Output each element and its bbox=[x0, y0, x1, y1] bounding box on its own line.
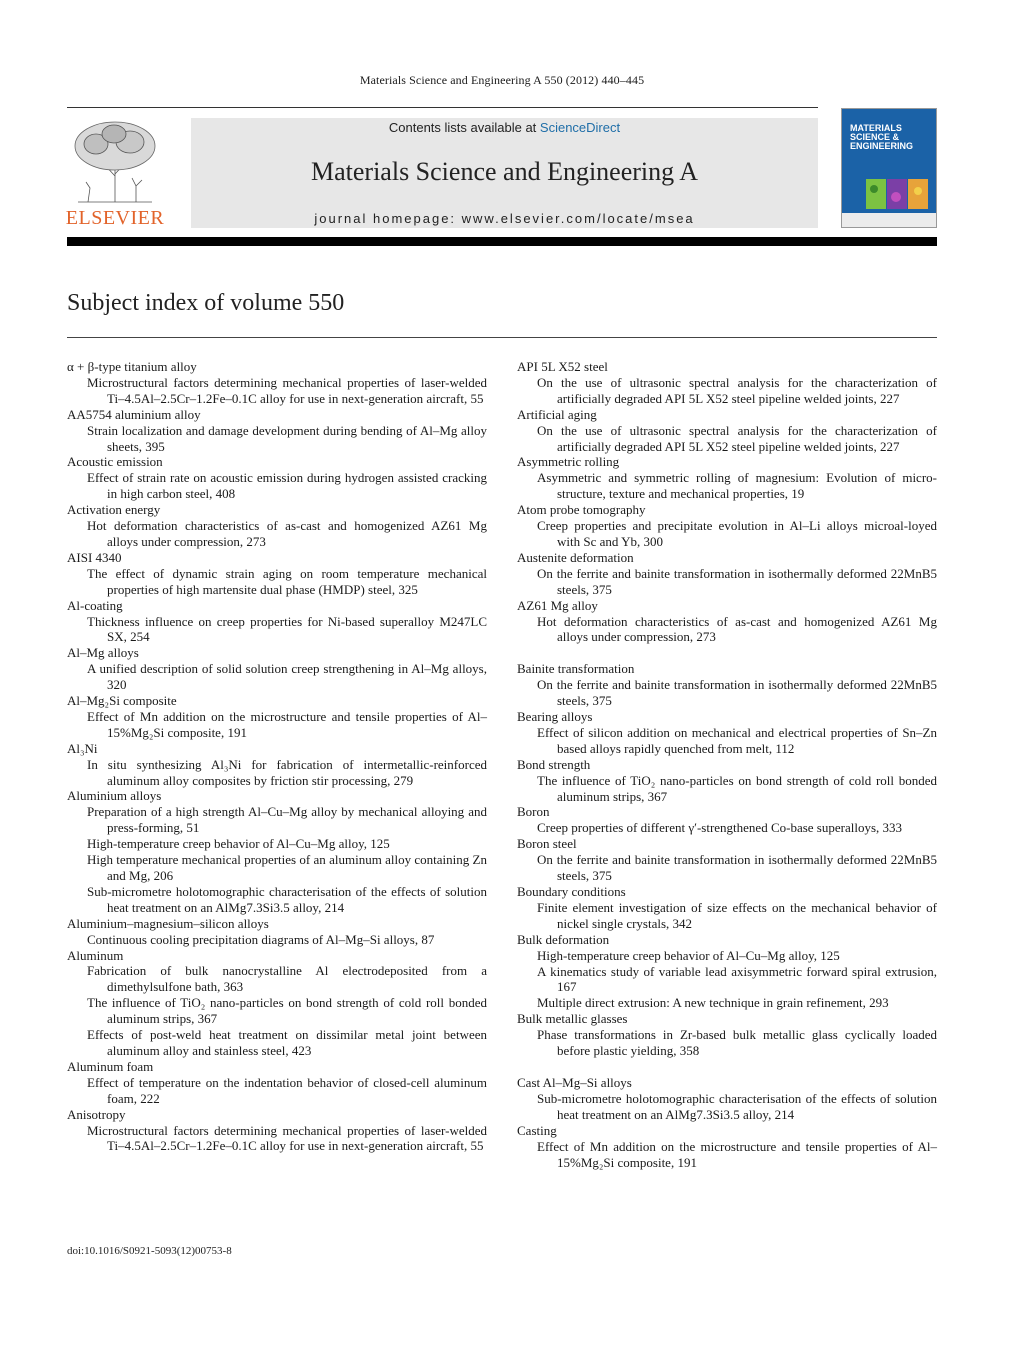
index-term: API 5L X52 steel bbox=[517, 359, 608, 374]
index-term: Aluminum bbox=[67, 947, 124, 963]
index-term: Artificial aging bbox=[517, 406, 597, 422]
index-entry: Effect of temperature on the indentation behavior of closed-cell aluminum foam, 222 bbox=[87, 1074, 487, 1106]
index-entry: Effect of Mn addition on the microstructure and tensile properties of Al–15%Mg₂Si composite, 191 bbox=[87, 708, 487, 740]
index-term: AA5754 aluminium alloy bbox=[67, 406, 201, 422]
journal-citation: Materials Science and Engineering A 550 (2012) 440–445 bbox=[359, 73, 645, 87]
page-title: Subject index of volume 550 bbox=[67, 290, 345, 316]
index-entry: On the ferrite and bainite transformation in isothermally deformed 22MnB5 steels, 375 bbox=[537, 852, 937, 884]
index-entry: The influence of TiO₂ nano-particles on bond strength of cold roll bonded aluminum strips, 367 bbox=[87, 995, 487, 1027]
index-column-left bbox=[67, 359, 487, 1154]
index-term: Boron bbox=[517, 804, 550, 820]
cover-footer bbox=[842, 213, 936, 227]
index-entry: Fabrication of bulk nanocrystalline Al electrodeposited from a dimethylsulfone bath, 363 bbox=[87, 963, 487, 995]
index-entry: Continuous cooling precipitation diagrams of Al–Mg–Si alloys, 87 bbox=[87, 931, 435, 947]
index-term: Al–Mg₂Si composite bbox=[67, 693, 177, 709]
index-term: Aluminum foam bbox=[67, 1058, 154, 1074]
index-entry: Creep properties and precipitate evolution in Al–Li alloys microal-loyed with Sc and Yb, 300 bbox=[537, 518, 937, 549]
index-term: Aluminium alloys bbox=[67, 788, 162, 804]
journal-cover-thumbnail bbox=[841, 108, 937, 228]
index-term: Al-coating bbox=[67, 597, 123, 613]
cover-title: MATERIALS SCIENCE & ENGINEERING bbox=[850, 123, 914, 151]
index-term: Acoustic emission bbox=[67, 454, 163, 470]
index-entry: Hot deformation characteristics of as-cast and homogenized AZ61 Mg alloys under compression, 273 bbox=[537, 613, 937, 645]
index-term: Cast Al–Mg–Si alloys bbox=[517, 1074, 632, 1090]
index-group-c bbox=[517, 1075, 937, 1170]
index-term: Bearing alloys bbox=[517, 709, 593, 725]
index-entry: Effect of silicon addition on mechanical and electrical properties of Sn–Zn based alloys rapidly quenched from melt, 112 bbox=[537, 724, 937, 756]
cover-micrograph bbox=[866, 179, 928, 209]
index-column-right bbox=[517, 359, 937, 1170]
contents-line bbox=[191, 120, 818, 135]
index-entry: In situ synthesizing Al₃Ni for fabrication of intermetallic-reinforced aluminum alloy composites by friction stir processing, 279 bbox=[87, 756, 487, 788]
index-entry: Finite element investigation of size effects on the mechanical behavior of nickel single crystals, 342 bbox=[537, 899, 937, 931]
index-entry: High temperature mechanical properties of an aluminum alloy containing Zn and Mg, 206 bbox=[87, 852, 487, 883]
header-thick-rule bbox=[67, 237, 937, 246]
index-term: AZ61 Mg alloy bbox=[517, 597, 598, 613]
index-entry: Effect of strain rate on acoustic emission during hydrogen assisted cracking in high carbon steel, 408 bbox=[87, 470, 487, 502]
index-entry: Effects of post-weld heat treatment on dissimilar metal joint between aluminum alloy and stainless steel, 423 bbox=[87, 1027, 487, 1058]
index-entry: On the use of ultrasonic spectral analysis for the characterization of artificially degraded API 5L X52 steel pipeline welded joints, 227 bbox=[537, 422, 937, 454]
index-term: Atom probe tomography bbox=[517, 502, 646, 518]
index-term: Bulk deformation bbox=[517, 931, 610, 947]
index-group-a-right bbox=[517, 359, 937, 645]
header-rule bbox=[67, 107, 818, 108]
index-term: Asymmetric rolling bbox=[517, 454, 620, 470]
index-entry: Strain localization and damage development during bending of Al–Mg alloy sheets, 395 bbox=[87, 422, 487, 454]
index-term: α + β-type titanium alloy bbox=[67, 359, 197, 374]
doi[interactable]: doi:10.1016/S0921-5093(12)00753-8 bbox=[67, 1245, 232, 1257]
index-term: AISI 4340 bbox=[67, 549, 122, 565]
index-term: Activation energy bbox=[67, 502, 161, 518]
index-term: Anisotropy bbox=[67, 1106, 126, 1122]
index-entry: High-temperature creep behavior of Al–Cu–Mg alloy, 125 bbox=[87, 836, 390, 852]
journal-homepage[interactable]: journal homepage: www.elsevier.com/locate/msea bbox=[314, 211, 695, 226]
elsevier-wordmark: ELSEVIER bbox=[65, 207, 165, 229]
index-term: Austenite deformation bbox=[517, 549, 634, 565]
index-entry: Sub-micrometre holotomographic characterisation of the effects of solution heat treatment on an AlMg7.3Si3.5 alloy, 214 bbox=[537, 1090, 937, 1122]
index-term: Bainite transformation bbox=[517, 661, 635, 677]
index-entry: Asymmetric and symmetric rolling of magnesium: Evolution of micro-structure, texture and mechanical properties, 19 bbox=[537, 470, 937, 502]
index-entry: Multiple direct extrusion: A new technique in grain refinement, 293 bbox=[537, 995, 889, 1011]
contents-prefix: Contents lists available at bbox=[388, 120, 540, 135]
index-entry: Sub-micrometre holotomographic characterisation of the effects of solution heat treatment on an AlMg7.3Si3.5 alloy, 214 bbox=[87, 883, 487, 915]
index-group-b bbox=[517, 661, 937, 1059]
index-term: Boundary conditions bbox=[517, 884, 626, 899]
index-entry: A kinematics study of variable lead axisymmetric forward spiral extrusion, 167 bbox=[537, 963, 937, 995]
index-entry: Hot deformation characteristics of as-cast and homogenized AZ61 Mg alloys under compression, 273 bbox=[87, 518, 487, 549]
index-entry: High-temperature creep behavior of Al–Cu–Mg alloy, 125 bbox=[537, 947, 840, 963]
journal-title: Materials Science and Engineering A bbox=[311, 157, 698, 186]
index-entry: Creep properties of different γ′-strengthened Co-base superalloys, 333 bbox=[537, 820, 903, 836]
sciencedirect-link[interactable]: ScienceDirect bbox=[539, 120, 621, 135]
index-term: Bond strength bbox=[517, 756, 591, 772]
index-entry: Effect of Mn addition on the microstructure and tensile properties of Al–15%Mg₂Si composite, 191 bbox=[537, 1138, 937, 1170]
index-term: Bulk metallic glasses bbox=[517, 1011, 628, 1027]
title-rule bbox=[67, 337, 937, 338]
letter-gap bbox=[517, 645, 937, 661]
index-entry: The effect of dynamic strain aging on room temperature mechanical properties of high martensite dual phase (HMDP) steel, 325 bbox=[87, 565, 487, 597]
index-entry: On the use of ultrasonic spectral analysis for the characterization of artificially degraded API 5L X52 steel pipeline welded joints, 227 bbox=[537, 374, 937, 406]
index-term: Boron steel bbox=[517, 836, 577, 852]
letter-gap bbox=[517, 1059, 937, 1075]
index-term: Aluminium–magnesium–silicon alloys bbox=[67, 915, 269, 931]
index-entry: A unified description of solid solution creep strengthening in Al–Mg alloys, 320 bbox=[87, 661, 487, 693]
index-entry: Microstructural factors determining mechanical properties of laser-welded Ti–4.5Al–2.5Cr–1.2Fe–0.1C alloy for use in next-generation aircraft, 55 bbox=[87, 1122, 487, 1154]
index-term: Al₃Ni bbox=[67, 740, 98, 756]
index-entry: Preparation of a high strength Al–Cu–Mg alloy by mechanical alloying and press-forming, 51 bbox=[87, 804, 487, 836]
index-entry: The influence of TiO₂ nano-particles on bond strength of cold roll bonded aluminum strips, 367 bbox=[537, 772, 937, 804]
index-entry: Thickness influence on creep properties for Ni-based superalloy M247LC SX, 254 bbox=[87, 613, 487, 645]
index-term: Al–Mg alloys bbox=[67, 645, 139, 661]
index-entry: Microstructural factors determining mechanical properties of laser-welded Ti–4.5Al–2.5Cr–1.2Fe–0.1C alloy for use in next-generation aircraft, 55 bbox=[87, 374, 487, 406]
index-entry: On the ferrite and bainite transformation in isothermally deformed 22MnB5 steels, 375 bbox=[537, 677, 937, 709]
index-term: Casting bbox=[517, 1122, 557, 1138]
index-entry: On the ferrite and bainite transformation in isothermally deformed 22MnB5 steels, 375 bbox=[537, 565, 937, 597]
index-entry: Phase transformations in Zr-based bulk metallic glass cyclically loaded before plastic yielding, 358 bbox=[537, 1027, 937, 1059]
